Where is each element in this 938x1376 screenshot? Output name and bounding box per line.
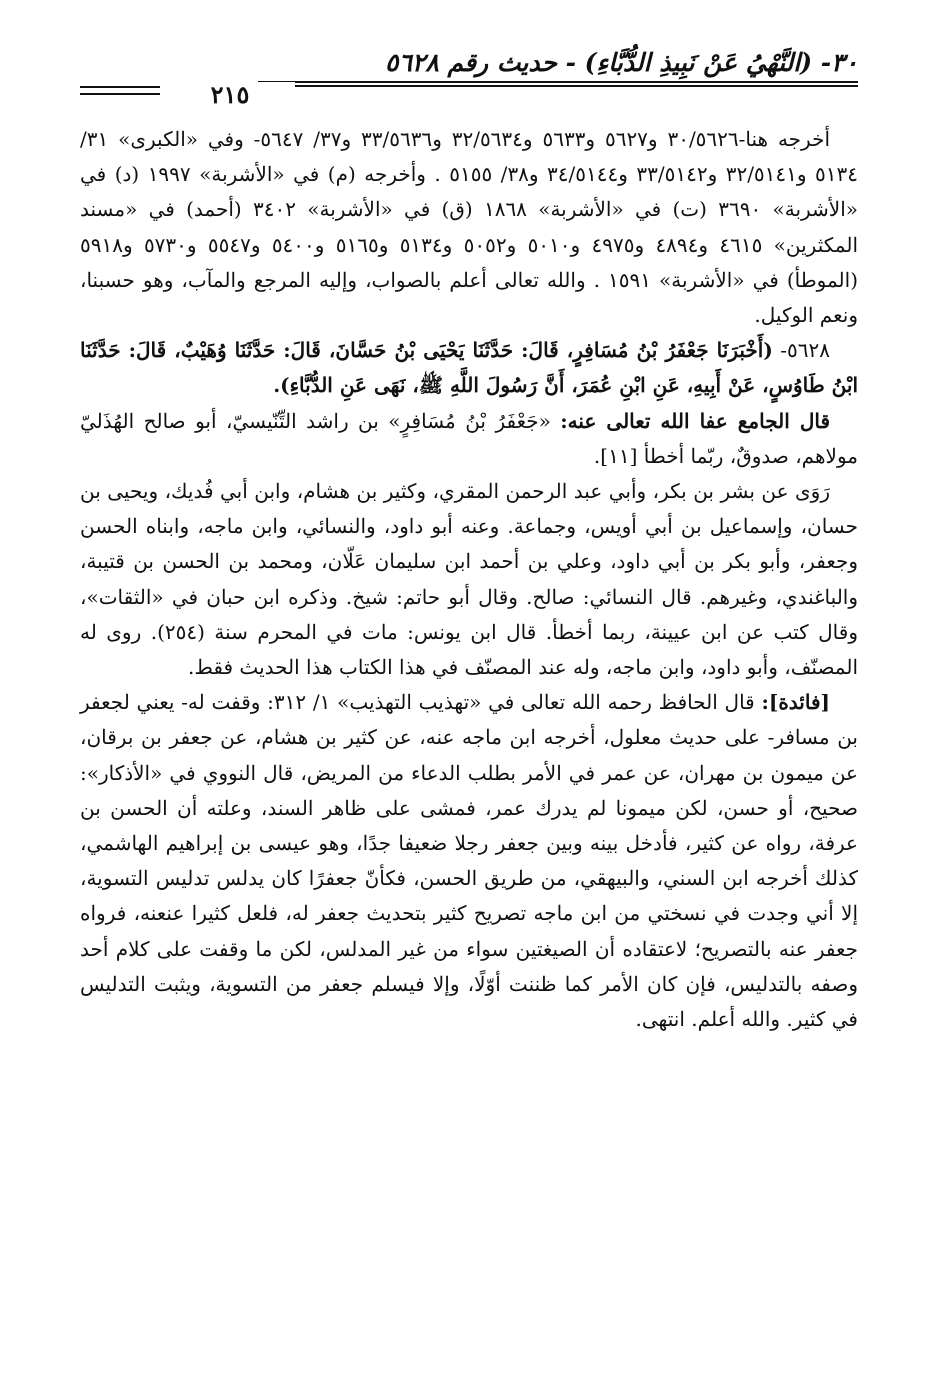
- takhrij-paragraph: أخرجه هنا-٣٠/٥٦٢٦ و٥٦٢٧ و٥٦٣٣ و٣٢/٥٦٣٤ و٣٣/٥٦٣٦ و٣٧/ ٥٦٤٧- وفي «الكبرى» ٣١/ ٥١٣٤ و٣٢/٥١٤١ و٣٣/٥١٤٢ و٣٤/٥١٤٤ و٣٨/ ٥١٥٥ . وأخرجه (م) في «الأشربة» ١٩٩٧ (د) في «الأشربة» ٣٦٩٠ (ت) في «الأشربة» ١٨٦٨ (ق) في «الأشربة» ٣٤٠٢ (أحمد) في «مسند المكثرين» ٤٦١٥ و٤٨٩٤ و٤٩٧٥ و٥٠١٠ و٥٠٥٢ و٥١٣٤ و٥١٦٥ و٥٤٠٠ و٥٥٤٧ و٥٧٣٠ و٥٩١٨ (الموطأ) في «الأشربة» ١٥٩١ . والله تعالى أعلم بالصواب، وإليه المرجع والمآب، وهو حسبنا، ونعم الوكيل.: [80, 127, 859, 328]
- hadith-paragraph: [80, 333, 858, 403]
- compiler-note: [80, 404, 858, 474]
- benefit-label: [فائدة]:: [761, 690, 830, 715]
- header-rule: [258, 81, 858, 87]
- hadith-text: (أَخْبَرَنَا جَعْفَرُ بْنُ مُسَافِرٍ، قَالَ: حَدَّثَنَا يَحْيَى بْنُ حَسَّانَ، قَالَ: حَدَّثَنَا وُهَيْبٌ، قَالَ: حَدَّثَنَا ابْنُ طَاوُسٍ، عَنْ أَبِيهِ، عَنِ ابْنِ عُمَرَ، أَنَّ رَسُولَ اللَّهِ ﷺ، نَهَى عَنِ الدُّبَّاءِ).: [80, 338, 858, 398]
- page-body: [80, 122, 858, 1037]
- header-rule-left: [80, 86, 160, 95]
- benefit-text: قال الحافظ رحمه الله تعالى في «تهذيب التهذيب» ١/ ٣١٢: وقفت له- يعني لجعفر بن مسافر- على حديث معلول، أخرجه ابن ماجه عنه، عن كثير بن هشام، عن جعفر بن برقان، عن ميمون بن مهران، عن عمر في الأمر بطلب الدعاء من المريض، قال النووي في «الأذكار»: صحيح، أو حسن، لكن ميمونا لم يدرك عمر، فمشى على ظاهر السند، وعلته أن الحسن بن عرفة، رواه عن كثير، فأدخل بينه وبين جعفر رجلا ضعيفا جدًا، وهو عيسى بن إبراهيم الهاشمي، كذلك أخرجه ابن السني، والبيهقي، من طريق الحسن، فكأنّ جعفرًا كان يدلس تدليس التسوية، إلا أني وجدت في نسختي من ابن ماجه تصريح كثير بتحديث جعفر له، فلعل كثيرا عنعنه، فرواه جعفر عنه بالتصريح؛ لاعتقاده أن الصيغتين سواء من غير المدلس، لكن ما وقفت على كلام أحد وصفه بالتدليس، فإن كان الأمر كما ظننت أوّلًا، وإلا فيسلم جعفر من التسوية، ويثبت التدليس في كثير. والله أعلم. انتهى.: [80, 690, 858, 1032]
- biography-paragraph: رَوَى عن بشر بن بكر، وأبي عبد الرحمن المقري، وكثير بن هشام، وابن أبي فُديك، ويحيى بن حسان، وإسماعيل بن أبي أويس، وجماعة. وعنه أبو داود، والنسائي، وابن ماجه، وابناه الحسن وجعفر، وأبو بكر بن أبي داود، وعلي بن أحمد ابن سليمان عَلّان، ومحمد بن الحسن بن قتيبة، والباغندي، وغيرهم. قال النسائي: صالح. وقال أبو حاتم: شيخ. وذكره ابن حبان في «الثقات»، وقال كتب عن ابن عيينة، ربما أخطأ. قال ابن يونس: مات في المحرم سنة (٢٥٤). روى له المصنّف، وأبو داود، وابن ماجه، وله عند المصنّف في هذا الكتاب هذا الحديث فقط.: [80, 479, 858, 680]
- page-header: [80, 48, 858, 110]
- hadith-number: ٥٦٢٨-: [780, 338, 830, 363]
- compiler-note-label: قال الجامع عفا الله تعالى عنه:: [560, 408, 831, 433]
- compiler-note-text: «جَعْفَرُ بْنُ مُسَافِرٍ» بن راشد التِّنّيسيّ، أبو صالح الهُذَليّ مولاهم، صدوقٌ، ربّما أخطأ [١١].: [80, 408, 858, 468]
- chapter-title: ٣٠- (النَّهْيُ عَنْ نَبِيذِ الدُّبَّاءِ) - حديث رقم ٥٦٢٨: [385, 48, 858, 77]
- benefit-paragraph: [80, 685, 858, 1037]
- page-number: ٢١٥: [165, 82, 295, 108]
